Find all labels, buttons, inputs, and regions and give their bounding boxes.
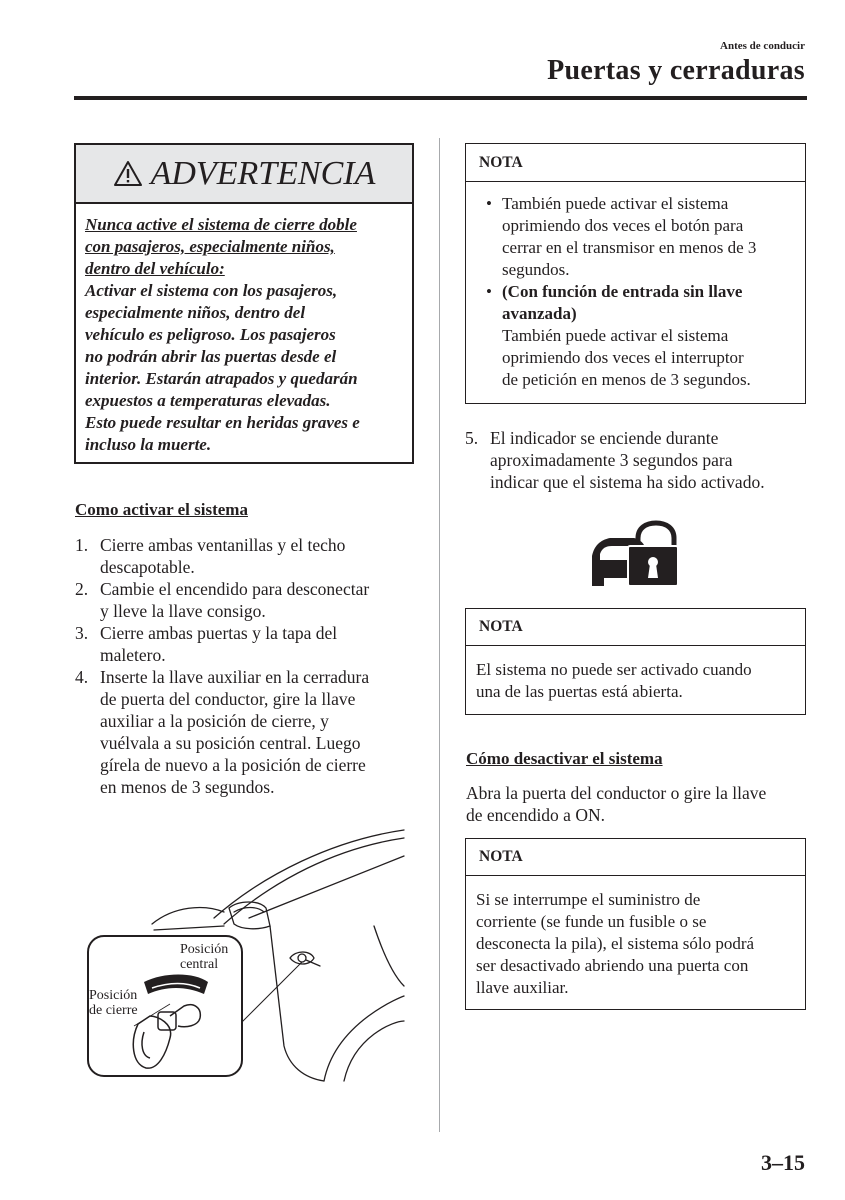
note-box-2: [465, 608, 806, 715]
step-line: Cierre ambas puertas y la tapa del: [100, 623, 338, 643]
note-body: [466, 182, 805, 391]
step-number: 1.: [75, 535, 89, 555]
note-line: oprimiendo dos veces el botón para: [502, 216, 744, 235]
note-body: [466, 876, 805, 999]
step-number: 3.: [75, 623, 89, 643]
car-door-drawing: [74, 826, 406, 1086]
warning-triangle-icon: [113, 160, 143, 187]
warning-line: incluso la muerte.: [85, 435, 212, 454]
step-line: Cambie el encendido para desconectar: [100, 579, 370, 599]
note-line: desconecta la pila), el sistema sólo podrá: [476, 934, 755, 953]
note-line: También puede activar el sistema: [502, 194, 729, 213]
warning-line: interior. Estarán atrapados y quedarán: [85, 369, 358, 388]
step-line: y lleve la llave consigo.: [100, 601, 266, 621]
list-item: [75, 578, 415, 622]
warning-line: no podrán abrir las puertas desde el: [85, 347, 337, 366]
step-line: maletero.: [100, 645, 166, 665]
warning-line: especialmente niños, dentro del: [85, 303, 306, 322]
column-divider: [439, 138, 440, 1132]
step-line: Inserte la llave auxiliar en la cerradura: [100, 667, 370, 687]
note-heading: NOTA: [466, 839, 805, 876]
para-line: de encendido a ON.: [466, 805, 605, 825]
step-line: Cierre ambas ventanillas y el techo: [100, 535, 346, 555]
step-line: vuélvala a su posición central. Luego: [100, 733, 361, 753]
label-line: central: [180, 957, 219, 972]
label-line: de cierre: [89, 1003, 138, 1018]
note-line: También puede activar el sistema: [502, 326, 729, 345]
activate-heading: Como activar el sistema: [75, 500, 248, 519]
note-line: una de las puertas está abierta.: [476, 682, 683, 701]
label-line: Posición: [180, 942, 229, 957]
warning-header: [76, 145, 412, 204]
warning-line: Activar el sistema con los pasajeros,: [85, 281, 338, 300]
list-item: [75, 622, 415, 666]
label-center-position: [180, 942, 228, 972]
step-line: descapotable.: [100, 557, 195, 577]
page-number: 3–15: [761, 1150, 805, 1175]
warning-line: dentro del vehículo:: [85, 259, 225, 278]
label-lock-position: [89, 988, 138, 1018]
step-number: 5.: [465, 428, 479, 448]
door-lock-illustration: [74, 826, 406, 1086]
car-lock-indicator-icon: [588, 520, 682, 590]
step-line: El indicador se enciende durante: [490, 428, 719, 448]
step-number: 4.: [75, 667, 89, 687]
note-heading: NOTA: [466, 144, 805, 182]
note-line: cerrar en el transmisor en menos de 3: [502, 238, 757, 257]
list-item: [75, 534, 415, 578]
warning-title: ADVERTENCIA: [150, 154, 376, 192]
deactivate-heading: Cómo desactivar el sistema: [466, 749, 663, 768]
note-line: de petición en menos de 3 segundos.: [502, 370, 751, 389]
para-line: Abra la puerta del conductor o gire la llave: [466, 783, 767, 803]
warning-text: [76, 204, 412, 456]
label-line: Posición: [89, 988, 138, 1003]
warning-line: con pasajeros, especialmente niños,: [85, 237, 335, 256]
section-label: Antes de conducir: [720, 40, 805, 52]
list-item: [75, 666, 415, 798]
warning-line: expuestos a temperaturas elevadas.: [85, 391, 331, 410]
note-bullet: • También puede activar el sistema oprimiendo dos veces el botón para cerrar en el transmisor en menos de 3 segundos.: [476, 193, 795, 281]
activate-steps: [75, 534, 415, 798]
note-box-3: [465, 838, 806, 1010]
warning-line: Esto puede resultar en heridas graves e: [85, 413, 360, 432]
step-line: en menos de 3 segundos.: [100, 777, 275, 797]
note-box-1: [465, 143, 806, 404]
step-5: [465, 427, 807, 493]
note-line: corriente (se funde un fusible o se: [476, 912, 707, 931]
note-bullet: • (Con función de entrada sin llave avanzada) También puede activar el sistema oprimiendo dos veces el interruptor de petición en menos de 3 segundos.: [476, 281, 795, 391]
note-line: llave auxiliar.: [476, 978, 569, 997]
note-line: (Con función de entrada sin llave: [502, 282, 743, 301]
note-heading: NOTA: [466, 609, 805, 646]
header-rule: [74, 96, 807, 100]
note-line: avanzada): [502, 304, 577, 323]
note-line: segundos.: [502, 260, 570, 279]
note-body: [466, 646, 805, 703]
warning-line: Nunca active el sistema de cierre doble: [85, 215, 357, 234]
note-line: ser desactivado abriendo una puerta con: [476, 956, 749, 975]
page-title: Puertas y cerraduras: [547, 55, 805, 86]
deactivate-text: [466, 782, 808, 826]
step-line: indicar que el sistema ha sido activado.: [490, 472, 765, 492]
note-line: El sistema no puede ser activado cuando: [476, 660, 752, 679]
step-line: gírela de nuevo a la posición de cierre: [100, 755, 366, 775]
step-line: auxiliar a la posición de cierre, y: [100, 711, 329, 731]
warning-box: [74, 143, 414, 464]
note-line: oprimiendo dos veces el interruptor: [502, 348, 744, 367]
note-line: Si se interrumpe el suministro de: [476, 890, 701, 909]
step-number: 2.: [75, 579, 89, 599]
warning-line: vehículo es peligroso. Los pasajeros: [85, 325, 336, 344]
step-line: de puerta del conductor, gire la llave: [100, 689, 356, 709]
step-line: aproximadamente 3 segundos para: [490, 450, 733, 470]
